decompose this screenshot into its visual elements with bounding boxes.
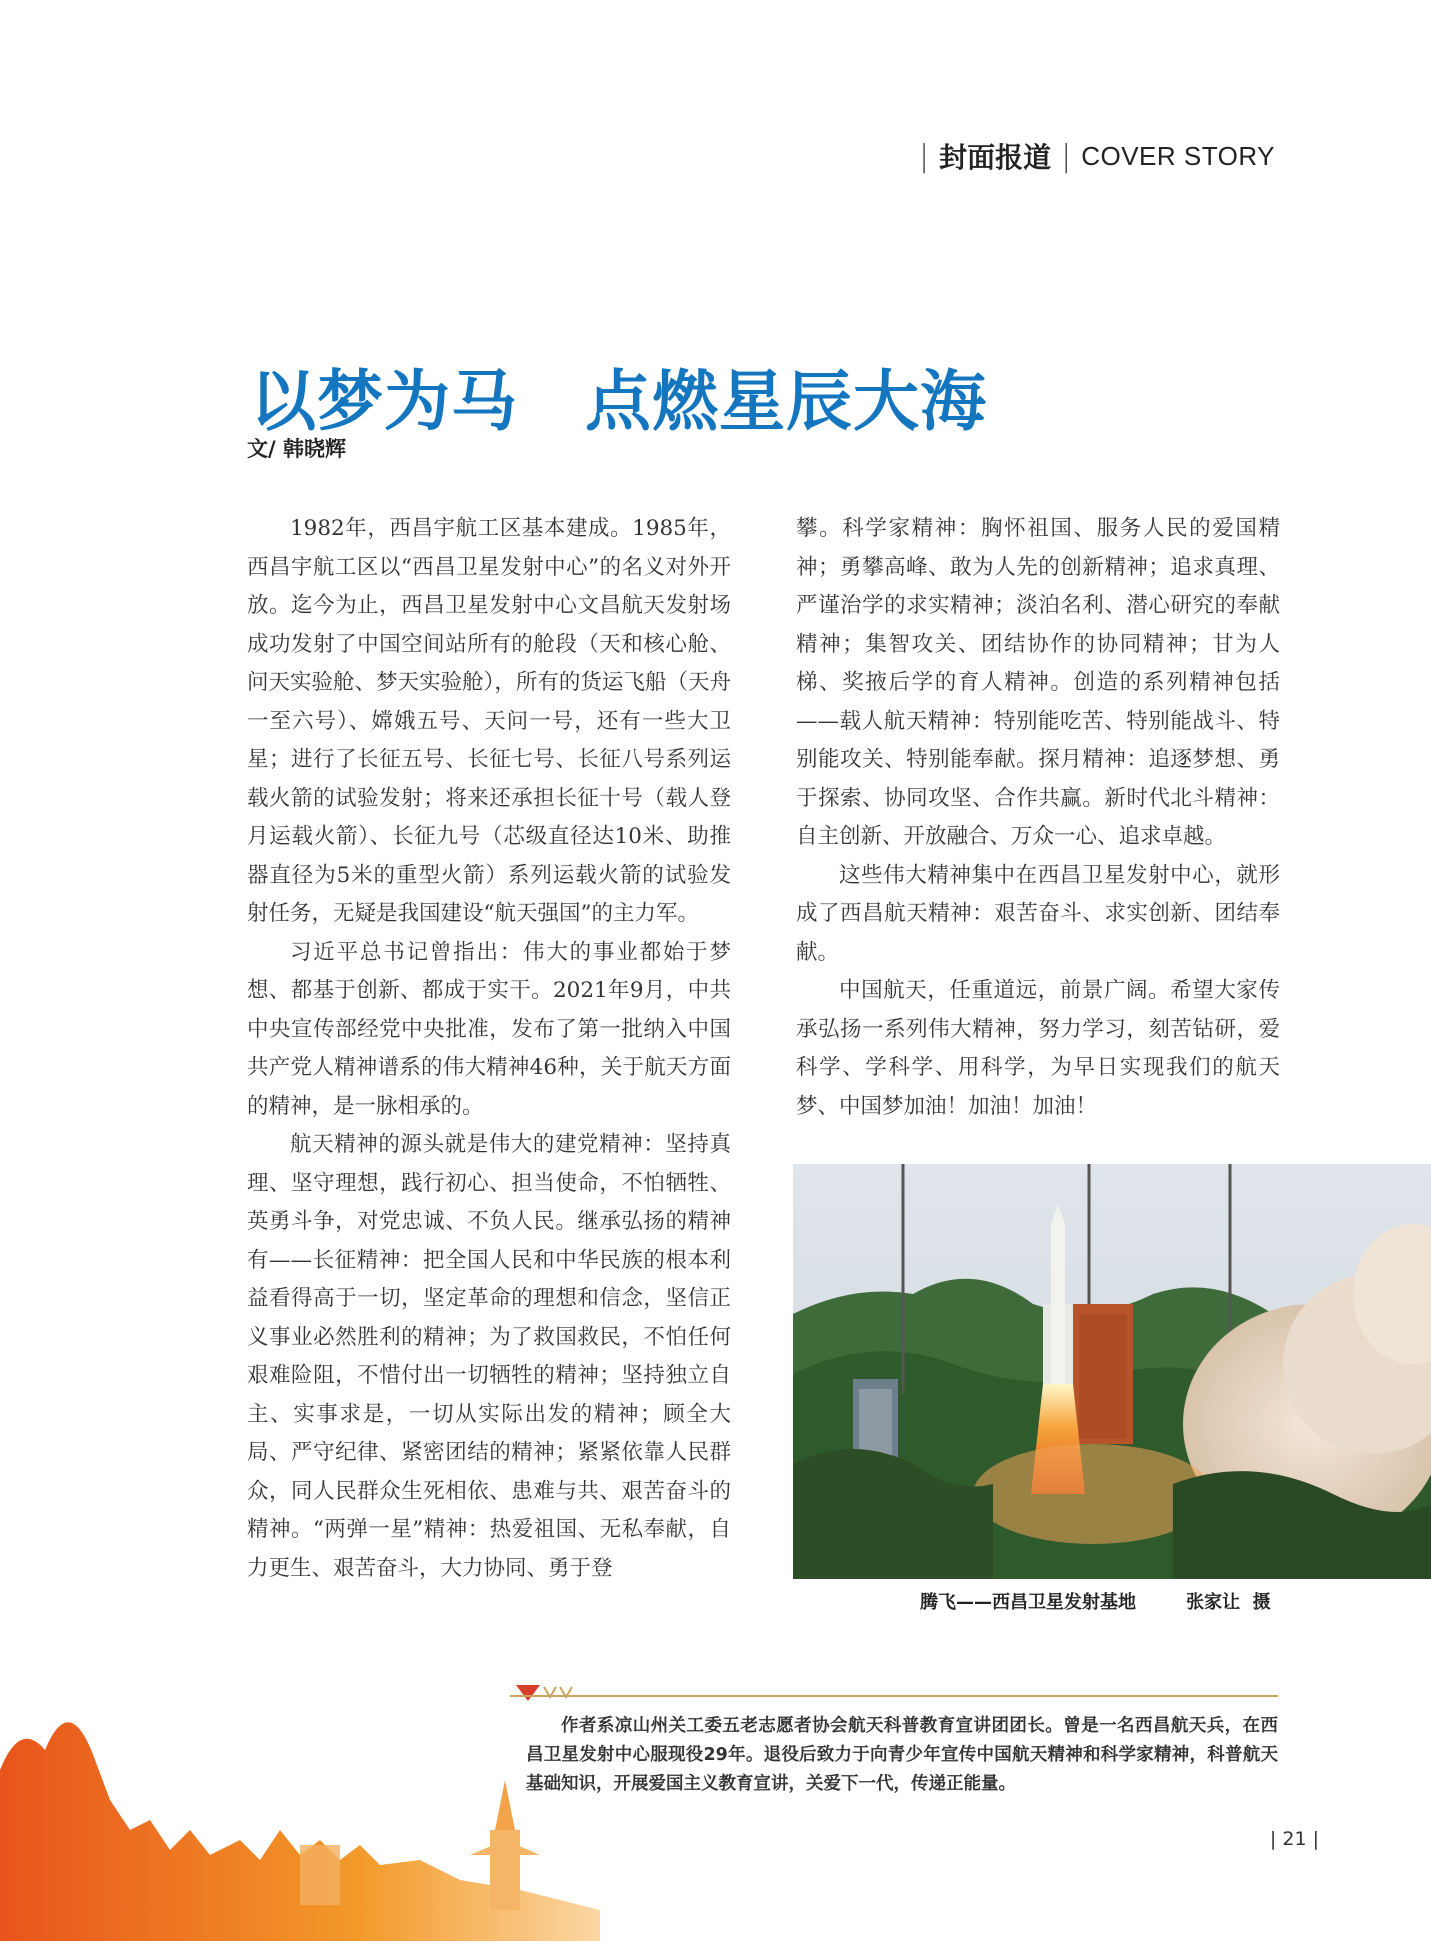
page-number-value: 21 bbox=[1282, 1828, 1307, 1850]
paragraph: 航天精神的源头就是伟大的建党精神：坚持真理、坚守理想，践行初心、担当使命，不怕牺牲、英勇斗争，对党忠诚、不负人民。继承弘扬的精神有——长征精神：把全国人民和中华民族的根本利益看得高于一切，坚定革命的理想和信念，坚信正义事业必然胜利的精神；为了救国救民，不怕任何艰难险阻，不惜付出一切牺牲的精神；坚持独立自主、实事求是，一切从实际出发的精神；顾全大局、严守纪律、紧密团结的精神；紧紧依靠人民群众，同人民群众生死相依、患难与共、艰苦奋斗的精神。“两弹一星”精神：热爱祖国、无私奉献，自力更生、艰苦奋斗，大力协同、勇于登 bbox=[247, 1132, 731, 1581]
paragraph-continuation: 攀。科学家精神：胸怀祖国、服务人民的爱国精神；勇攀高峰、敢为人先的创新精神；追求真理、严谨治学的求实精神；淡泊名利、潜心研究的奉献精神；集智攻关、团结协作的协同精神；甘为人梯、奖掖后学的育人精神。创造的系列精神包括——载人航天精神：特别能吃苦、特别能战斗、特别能攻关、特别能奉献。探月精神：追逐梦想、勇于探索、协同攻坚、合作共赢。新时代北斗精神：自主创新、开放融合、万众一心、追求卓越。 bbox=[796, 516, 1280, 849]
decorative-skyline-graphic bbox=[0, 1680, 600, 1941]
right-column bbox=[796, 510, 1280, 1126]
caption-text: 腾飞——西昌卫星发射基地 bbox=[920, 1592, 1136, 1613]
rocket-launch-photo bbox=[793, 1164, 1431, 1579]
article-title: 以梦为马 点燃星辰大海 bbox=[250, 362, 987, 440]
section-name-en: COVER STORY bbox=[1081, 140, 1275, 171]
paragraph: 这些伟大精神集中在西昌卫星发射中心，就形成了西昌航天精神：艰苦奋斗、求实创新、团结奉献。 bbox=[796, 862, 1280, 965]
paragraph: 中国航天，任重道远，前景广阔。希望大家传承弘扬一系列伟大精神，努力学习，刻苦钻研，爱科学、学科学、用科学，为早日实现我们的航天梦、中国梦加油！加油！加油！ bbox=[796, 978, 1280, 1119]
photo-caption bbox=[920, 1588, 1271, 1614]
author-bio-text: 作者系凉山州关工委五老志愿者协会航天科普教育宣讲团团长。曾是一名西昌航天兵，在西昌卫星发射中心服现役29年。退役后致力于向青少年宣传中国航天精神和科学家精神，科普航天基础知识，开展爱国主义教育宣讲，关爱下一代，传递正能量。 bbox=[526, 1716, 1278, 1794]
section-header bbox=[909, 136, 1275, 176]
left-column bbox=[247, 510, 731, 1588]
section-name-cn: 封面报道 bbox=[939, 141, 1052, 174]
article-byline: 文/ 韩晓辉 bbox=[247, 437, 346, 461]
header-divider: | bbox=[1061, 138, 1072, 174]
page-number: | 21 | bbox=[1269, 1828, 1319, 1850]
header-divider: | bbox=[918, 138, 930, 174]
author-bio bbox=[526, 1712, 1278, 1799]
paragraph: 1982年，西昌宇航工区基本建成。1985年，西昌宇航工区以“西昌卫星发射中心”的名义对外开放。迄今为止，西昌卫星发射中心文昌航天发射场成功发射了中国空间站所有的舱段（天和核心舱、问天实验舱、梦天实验舱），所有的货运飞船（天舟一至六号）、嫦娥五号、天问一号，还有一些大卫星；进行了长征五号、长征七号、长征八号系列运载火箭的试验发射；将来还承担长征十号（载人登月运载火箭）、长征九号（芯级直径达10米、助推器直径为5米的重型火箭）系列运载火箭的试验发射任务，无疑是我国建设“航天强国”的主力军。 bbox=[247, 516, 731, 926]
paragraph: 习近平总书记曾指出：伟大的事业都始于梦想、都基于创新、都成于实干。2021年9月，中共中央宣传部经党中央批准，发布了第一批纳入中国共产党人精神谱系的伟大精神46种，关于航天方面的精神，是一脉相承的。 bbox=[247, 939, 731, 1119]
photo-credit: 张家让 摄 bbox=[1186, 1592, 1271, 1613]
bio-divider bbox=[510, 1695, 1278, 1697]
